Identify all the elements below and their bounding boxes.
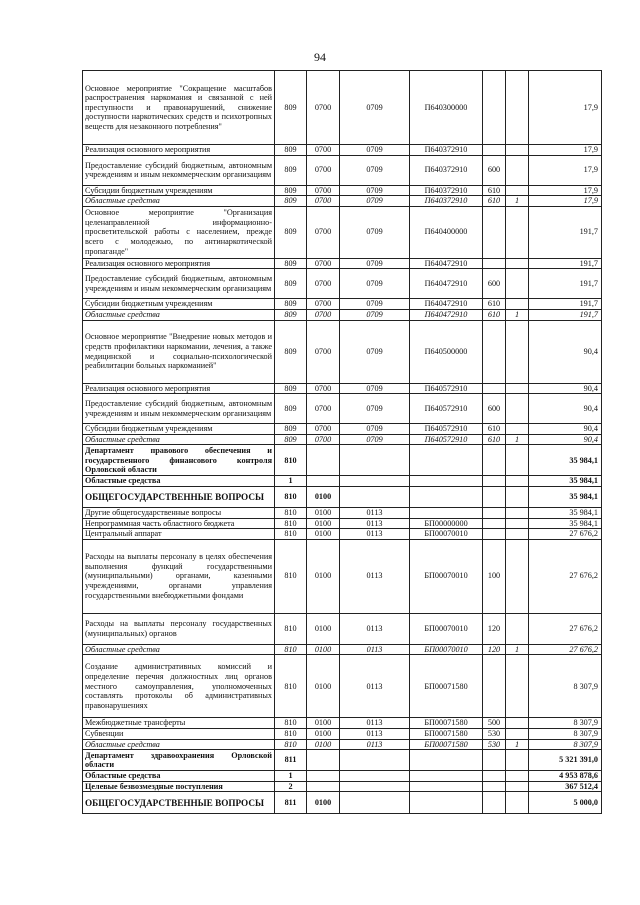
cell-amount: 17,9 <box>529 71 602 145</box>
table-row <box>83 529 602 540</box>
cell-source <box>506 424 529 435</box>
table-row <box>83 613 602 644</box>
cell-ministry-code: 1 <box>275 476 307 487</box>
cell-source: 1 <box>506 739 529 750</box>
cell-target-article: П640572910 <box>410 394 483 424</box>
cell-expense-type <box>483 792 506 814</box>
cell-description: Основное мероприятие "Внедрение новых методов и средств профилактики наркомании, лечения, а также медицинской и социально-психологической реабилитации больных наркоманией" <box>83 320 275 383</box>
cell-section: 0100 <box>307 718 340 729</box>
cell-source <box>506 518 529 529</box>
table-row <box>83 320 602 383</box>
cell-amount: 17,9 <box>529 155 602 185</box>
cell-subsection <box>340 781 410 792</box>
cell-section <box>307 476 340 487</box>
cell-expense-type: 120 <box>483 613 506 644</box>
cell-target-article: П640472910 <box>410 299 483 310</box>
cell-subsection: 0113 <box>340 613 410 644</box>
cell-expense-type: 610 <box>483 309 506 320</box>
table-row <box>83 771 602 782</box>
cell-target-article: П640300000 <box>410 71 483 145</box>
cell-amount: 5 321 391,0 <box>529 750 602 771</box>
cell-expense-type: 610 <box>483 196 506 207</box>
cell-target-article: П640400000 <box>410 206 483 258</box>
table-row <box>83 750 602 771</box>
cell-amount: 8 307,9 <box>529 728 602 739</box>
cell-target-article: П640572910 <box>410 424 483 435</box>
cell-target-article: П640472910 <box>410 269 483 299</box>
cell-amount: 27 676,2 <box>529 613 602 644</box>
cell-expense-type: 500 <box>483 718 506 729</box>
cell-subsection: 0709 <box>340 185 410 196</box>
table-row <box>83 383 602 394</box>
table-row <box>83 518 602 529</box>
cell-amount: 90,4 <box>529 383 602 394</box>
cell-description: Предоставление субсидий бюджетным, автономным учреждениям и иным некоммерческим организациям <box>83 155 275 185</box>
cell-ministry-code: 809 <box>275 383 307 394</box>
cell-amount: 17,9 <box>529 196 602 207</box>
cell-subsection: 0709 <box>340 145 410 156</box>
cell-ministry-code: 809 <box>275 309 307 320</box>
cell-section: 0100 <box>307 644 340 655</box>
cell-ministry-code: 810 <box>275 539 307 613</box>
cell-ministry-code: 810 <box>275 739 307 750</box>
cell-target-article: П640572910 <box>410 383 483 394</box>
cell-subsection: 0709 <box>340 394 410 424</box>
cell-section: 0100 <box>307 655 340 718</box>
cell-description: ОБЩЕГОСУДАРСТВЕННЫЕ ВОПРОСЫ <box>83 792 275 814</box>
cell-description: Субвенции <box>83 728 275 739</box>
cell-ministry-code: 809 <box>275 145 307 156</box>
table-row <box>83 309 602 320</box>
cell-section: 0100 <box>307 518 340 529</box>
cell-target-article: БП00070010 <box>410 613 483 644</box>
cell-amount: 27 676,2 <box>529 539 602 613</box>
cell-subsection: 0709 <box>340 196 410 207</box>
cell-subsection: 0113 <box>340 739 410 750</box>
cell-amount: 27 676,2 <box>529 644 602 655</box>
cell-source <box>506 750 529 771</box>
cell-description: Областные средства <box>83 644 275 655</box>
table-row <box>83 71 602 145</box>
cell-amount: 35 984,1 <box>529 518 602 529</box>
cell-ministry-code: 809 <box>275 424 307 435</box>
cell-source <box>506 476 529 487</box>
cell-target-article <box>410 476 483 487</box>
cell-expense-type: 530 <box>483 728 506 739</box>
cell-section <box>307 781 340 792</box>
cell-subsection: 0709 <box>340 424 410 435</box>
cell-subsection: 0709 <box>340 269 410 299</box>
cell-description: Расходы на выплаты персоналу государственных (муниципальных) органов <box>83 613 275 644</box>
table-row <box>83 434 602 445</box>
cell-subsection <box>340 792 410 814</box>
cell-description: Департамент здравоохранения Орловской области <box>83 750 275 771</box>
cell-ministry-code: 811 <box>275 792 307 814</box>
cell-expense-type <box>483 145 506 156</box>
cell-target-article <box>410 507 483 518</box>
cell-source: 1 <box>506 644 529 655</box>
table-row <box>83 728 602 739</box>
cell-amount: 191,7 <box>529 258 602 269</box>
cell-subsection <box>340 486 410 507</box>
cell-expense-type <box>483 781 506 792</box>
cell-ministry-code: 810 <box>275 655 307 718</box>
table-row <box>83 507 602 518</box>
cell-expense-type <box>483 655 506 718</box>
cell-target-article: БП00070010 <box>410 539 483 613</box>
cell-amount: 35 984,1 <box>529 507 602 518</box>
cell-source <box>506 145 529 156</box>
table-row <box>83 792 602 814</box>
cell-source <box>506 655 529 718</box>
cell-target-article <box>410 445 483 476</box>
cell-ministry-code: 810 <box>275 613 307 644</box>
cell-source <box>506 206 529 258</box>
cell-amount: 367 512,4 <box>529 781 602 792</box>
cell-description: Субсидии бюджетным учреждениям <box>83 424 275 435</box>
cell-target-article: П640372910 <box>410 145 483 156</box>
cell-amount: 90,4 <box>529 394 602 424</box>
cell-amount: 4 953 878,6 <box>529 771 602 782</box>
cell-amount: 191,7 <box>529 299 602 310</box>
cell-description: Областные средства <box>83 476 275 487</box>
table-row <box>83 718 602 729</box>
cell-target-article: П640500000 <box>410 320 483 383</box>
cell-expense-type <box>483 383 506 394</box>
cell-expense-type: 610 <box>483 434 506 445</box>
cell-target-article <box>410 781 483 792</box>
cell-source <box>506 155 529 185</box>
cell-target-article: П640572910 <box>410 434 483 445</box>
cell-ministry-code: 810 <box>275 518 307 529</box>
cell-subsection: 0709 <box>340 320 410 383</box>
cell-target-article: П640372910 <box>410 155 483 185</box>
cell-ministry-code: 810 <box>275 445 307 476</box>
table-row <box>83 644 602 655</box>
cell-section <box>307 750 340 771</box>
cell-amount: 8 307,9 <box>529 739 602 750</box>
cell-subsection: 0709 <box>340 155 410 185</box>
cell-description: Целевые безвозмездные поступления <box>83 781 275 792</box>
cell-section: 0700 <box>307 434 340 445</box>
cell-expense-type: 600 <box>483 269 506 299</box>
cell-section: 0100 <box>307 507 340 518</box>
cell-expense-type <box>483 507 506 518</box>
cell-ministry-code: 809 <box>275 155 307 185</box>
cell-expense-type: 610 <box>483 424 506 435</box>
cell-ministry-code: 809 <box>275 434 307 445</box>
page-number: 94 <box>314 50 326 64</box>
cell-target-article: БП00000000 <box>410 518 483 529</box>
cell-subsection <box>340 445 410 476</box>
table-row <box>83 781 602 792</box>
cell-ministry-code: 810 <box>275 529 307 540</box>
cell-ministry-code: 810 <box>275 507 307 518</box>
cell-subsection <box>340 750 410 771</box>
table-row <box>83 476 602 487</box>
cell-section: 0700 <box>307 145 340 156</box>
cell-target-article: БП00071580 <box>410 739 483 750</box>
cell-source <box>506 507 529 518</box>
cell-section: 0700 <box>307 383 340 394</box>
cell-target-article <box>410 771 483 782</box>
cell-target-article: БП00070010 <box>410 644 483 655</box>
cell-section: 0700 <box>307 320 340 383</box>
cell-subsection: 0709 <box>340 258 410 269</box>
cell-target-article: П640472910 <box>410 309 483 320</box>
cell-ministry-code: 809 <box>275 320 307 383</box>
cell-section: 0700 <box>307 185 340 196</box>
cell-ministry-code: 809 <box>275 206 307 258</box>
cell-section: 0700 <box>307 71 340 145</box>
cell-expense-type <box>483 476 506 487</box>
cell-section: 0700 <box>307 299 340 310</box>
table-row <box>83 145 602 156</box>
cell-expense-type <box>483 529 506 540</box>
cell-amount: 5 000,0 <box>529 792 602 814</box>
cell-description: Областные средства <box>83 771 275 782</box>
table-row <box>83 486 602 507</box>
cell-source <box>506 486 529 507</box>
cell-subsection: 0709 <box>340 434 410 445</box>
cell-amount: 17,9 <box>529 185 602 196</box>
cell-description: Областные средства <box>83 434 275 445</box>
cell-expense-type: 120 <box>483 644 506 655</box>
cell-source <box>506 445 529 476</box>
cell-source <box>506 320 529 383</box>
cell-ministry-code: 1 <box>275 771 307 782</box>
cell-ministry-code: 809 <box>275 196 307 207</box>
table-row <box>83 445 602 476</box>
cell-expense-type <box>483 445 506 476</box>
cell-description: Расходы на выплаты персоналу в целях обеспечения выполнения функций государственными (муниципальными) органами, казенными учреждениями, органами управления государственными внебюджетными фондами <box>83 539 275 613</box>
cell-target-article <box>410 792 483 814</box>
cell-target-article: БП00071580 <box>410 728 483 739</box>
cell-ministry-code: 810 <box>275 644 307 655</box>
cell-expense-type <box>483 750 506 771</box>
table-row <box>83 424 602 435</box>
cell-ministry-code: 810 <box>275 486 307 507</box>
cell-subsection: 0113 <box>340 718 410 729</box>
cell-expense-type: 610 <box>483 185 506 196</box>
cell-section: 0100 <box>307 739 340 750</box>
cell-subsection: 0709 <box>340 71 410 145</box>
cell-description: Областные средства <box>83 739 275 750</box>
cell-section: 0700 <box>307 206 340 258</box>
cell-amount: 8 307,9 <box>529 655 602 718</box>
cell-ministry-code: 809 <box>275 299 307 310</box>
cell-section: 0100 <box>307 529 340 540</box>
cell-description: Реализация основного мероприятия <box>83 258 275 269</box>
cell-source: 1 <box>506 309 529 320</box>
cell-amount: 191,7 <box>529 206 602 258</box>
cell-subsection <box>340 771 410 782</box>
cell-target-article: БП00071580 <box>410 718 483 729</box>
cell-subsection: 0113 <box>340 507 410 518</box>
budget-table <box>82 70 602 814</box>
cell-subsection: 0709 <box>340 383 410 394</box>
cell-description: Основное мероприятие "Сокращение масштабов распространения наркомания и связанной с ней преступности и правонарушений, снижение доступности наркотических средств и психотропных веществ для незаконного потребления" <box>83 71 275 145</box>
cell-source <box>506 185 529 196</box>
cell-section: 0100 <box>307 792 340 814</box>
cell-subsection: 0113 <box>340 655 410 718</box>
cell-amount: 191,7 <box>529 309 602 320</box>
cell-subsection: 0113 <box>340 518 410 529</box>
cell-ministry-code: 809 <box>275 185 307 196</box>
cell-description: Предоставление субсидий бюджетным, автономным учреждениям и иным некоммерческим организациям <box>83 394 275 424</box>
cell-section: 0700 <box>307 269 340 299</box>
cell-expense-type <box>483 320 506 383</box>
cell-ministry-code: 809 <box>275 394 307 424</box>
cell-ministry-code: 811 <box>275 750 307 771</box>
cell-ministry-code: 809 <box>275 71 307 145</box>
table-row <box>83 655 602 718</box>
cell-section: 0700 <box>307 258 340 269</box>
cell-expense-type <box>483 518 506 529</box>
cell-description: Другие общегосударственные вопросы <box>83 507 275 518</box>
table-row <box>83 269 602 299</box>
cell-source <box>506 269 529 299</box>
cell-source <box>506 613 529 644</box>
cell-expense-type: 100 <box>483 539 506 613</box>
cell-target-article <box>410 750 483 771</box>
cell-amount: 8 307,9 <box>529 718 602 729</box>
cell-source <box>506 258 529 269</box>
cell-target-article: П640472910 <box>410 258 483 269</box>
cell-amount: 17,9 <box>529 145 602 156</box>
cell-section: 0700 <box>307 424 340 435</box>
cell-amount: 27 676,2 <box>529 529 602 540</box>
cell-description: ОБЩЕГОСУДАРСТВЕННЫЕ ВОПРОСЫ <box>83 486 275 507</box>
cell-amount: 35 984,1 <box>529 476 602 487</box>
cell-ministry-code: 2 <box>275 781 307 792</box>
cell-amount: 35 984,1 <box>529 486 602 507</box>
cell-source <box>506 771 529 782</box>
cell-description: Центральный аппарат <box>83 529 275 540</box>
cell-source <box>506 299 529 310</box>
cell-target-article: БП00071580 <box>410 655 483 718</box>
cell-section: 0700 <box>307 309 340 320</box>
cell-description: Основное мероприятие "Организация целенаправленной информационно-просветительской работы с населением, прежде всего с молодежью, по антинаркотической пропаганде" <box>83 206 275 258</box>
cell-expense-type <box>483 771 506 782</box>
cell-amount: 90,4 <box>529 434 602 445</box>
cell-description: Предоставление субсидий бюджетным, автономным учреждениям и иным некоммерческим организациям <box>83 269 275 299</box>
cell-target-article: П640372910 <box>410 196 483 207</box>
cell-source <box>506 539 529 613</box>
cell-source <box>506 383 529 394</box>
cell-target-article: П640372910 <box>410 185 483 196</box>
cell-ministry-code: 809 <box>275 269 307 299</box>
table-row <box>83 196 602 207</box>
cell-ministry-code: 809 <box>275 258 307 269</box>
cell-source <box>506 781 529 792</box>
cell-expense-type: 530 <box>483 739 506 750</box>
cell-subsection: 0113 <box>340 539 410 613</box>
cell-source <box>506 529 529 540</box>
cell-expense-type <box>483 258 506 269</box>
cell-section: 0100 <box>307 613 340 644</box>
cell-subsection: 0113 <box>340 728 410 739</box>
cell-description: Департамент правового обеспечения и государственного финансового контроля Орловской области <box>83 445 275 476</box>
cell-amount: 90,4 <box>529 320 602 383</box>
table-row <box>83 185 602 196</box>
cell-expense-type: 600 <box>483 155 506 185</box>
cell-description: Субсидии бюджетным учреждениям <box>83 299 275 310</box>
cell-expense-type: 610 <box>483 299 506 310</box>
cell-ministry-code: 810 <box>275 728 307 739</box>
cell-target-article: БП00070010 <box>410 529 483 540</box>
table-row <box>83 739 602 750</box>
cell-subsection: 0113 <box>340 529 410 540</box>
cell-expense-type: 600 <box>483 394 506 424</box>
cell-source: 1 <box>506 434 529 445</box>
cell-target-article <box>410 486 483 507</box>
cell-expense-type <box>483 71 506 145</box>
cell-subsection: 0113 <box>340 644 410 655</box>
cell-section: 0100 <box>307 728 340 739</box>
cell-source <box>506 728 529 739</box>
cell-section <box>307 445 340 476</box>
cell-source <box>506 71 529 145</box>
cell-expense-type <box>483 486 506 507</box>
cell-description: Реализация основного мероприятия <box>83 145 275 156</box>
cell-subsection: 0709 <box>340 299 410 310</box>
cell-description: Межбюджетные трансферты <box>83 718 275 729</box>
cell-source: 1 <box>506 196 529 207</box>
cell-source <box>506 718 529 729</box>
cell-amount: 35 984,1 <box>529 445 602 476</box>
cell-subsection: 0709 <box>340 206 410 258</box>
table-row <box>83 394 602 424</box>
cell-section: 0700 <box>307 155 340 185</box>
cell-description: Создание административных комиссий и определение перечня должностных лиц органов местного самоуправления, уполномоченных составлять протоколы об административных правонарушениях <box>83 655 275 718</box>
cell-description: Субсидии бюджетным учреждениям <box>83 185 275 196</box>
cell-section: 0100 <box>307 486 340 507</box>
cell-description: Реализация основного мероприятия <box>83 383 275 394</box>
table-row <box>83 299 602 310</box>
cell-section: 0100 <box>307 539 340 613</box>
cell-description: Непрограммная часть областного бюджета <box>83 518 275 529</box>
cell-description: Областные средства <box>83 309 275 320</box>
cell-subsection: 0709 <box>340 309 410 320</box>
cell-source <box>506 394 529 424</box>
table-row <box>83 206 602 258</box>
table-row <box>83 539 602 613</box>
cell-section <box>307 771 340 782</box>
cell-subsection <box>340 476 410 487</box>
cell-expense-type <box>483 206 506 258</box>
cell-amount: 90,4 <box>529 424 602 435</box>
cell-amount: 191,7 <box>529 269 602 299</box>
cell-section: 0700 <box>307 196 340 207</box>
table-row <box>83 155 602 185</box>
cell-source <box>506 792 529 814</box>
table-row <box>83 258 602 269</box>
cell-section: 0700 <box>307 394 340 424</box>
cell-ministry-code: 810 <box>275 718 307 729</box>
cell-description: Областные средства <box>83 196 275 207</box>
